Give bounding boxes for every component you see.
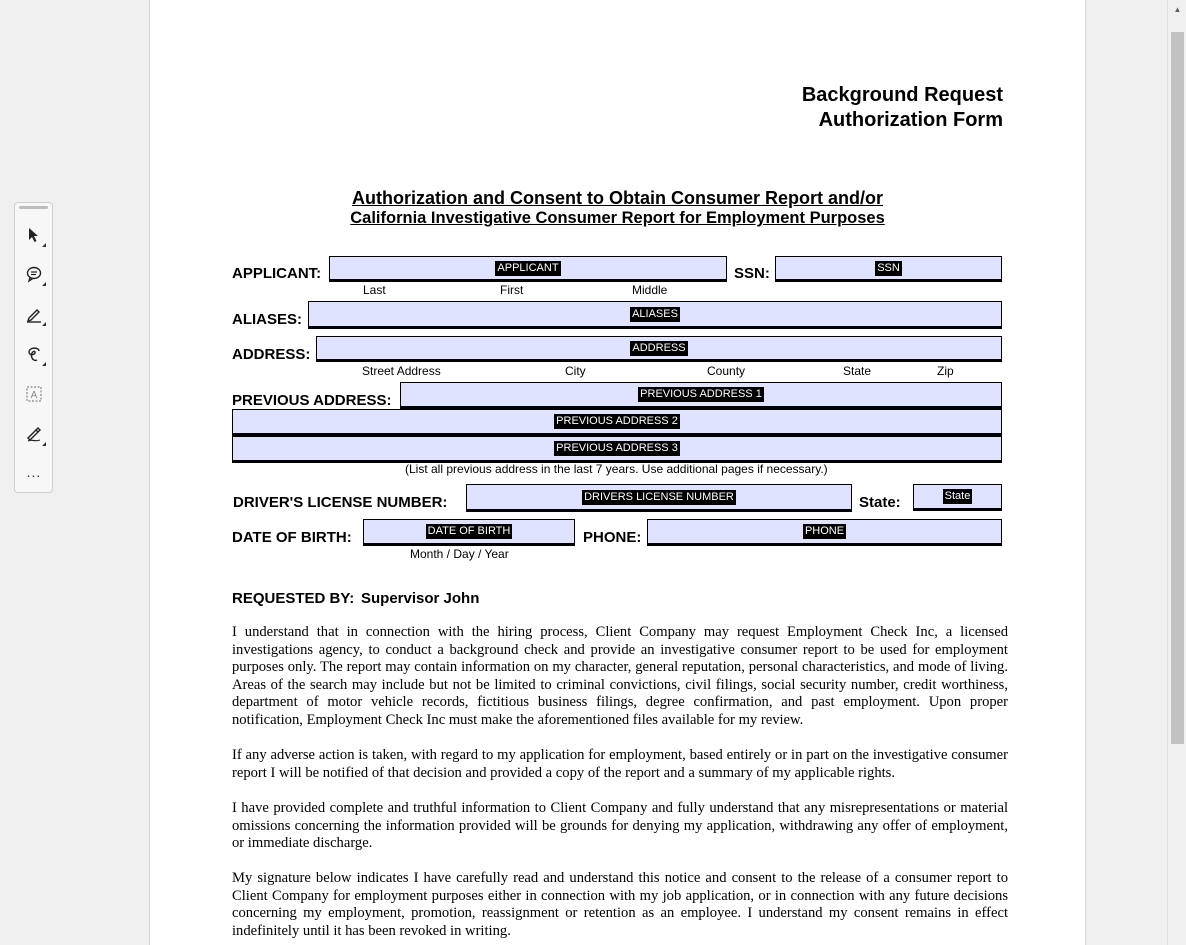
phone-field-tag: PHONE — [804, 525, 845, 537]
consent-paragraph-4: My signature below indicates I have carefully read and understand this notice and consent to the release of a consumer report to Client Company for employment purposes either in connection with my job application, or in connection with any future decisions concerning my employment, promotion, reassignment or retention as an employee. I understand my consent remains in effect indefinitely until it has been revoked in writing. — [232, 870, 1008, 939]
applicant-field-tag: APPLICANT — [497, 261, 559, 274]
pdf-page — [149, 0, 1086, 945]
address-field-tag: ADDRESS — [632, 341, 686, 354]
consent-heading-line1: Authorization and Consent to Obtain Consumer Report and/or — [352, 188, 883, 208]
sign-tool-button[interactable] — [21, 421, 47, 447]
requested-by-value: Supervisor John — [361, 590, 480, 607]
consent-heading-line2: California Investigative Consumer Report for Employment Purposes — [350, 209, 885, 227]
hint-street: Street Address — [362, 364, 441, 378]
applicant-label: APPLICANT: — [232, 265, 322, 282]
select-tool-button[interactable] — [21, 222, 47, 248]
hint-middle: Middle — [632, 283, 668, 297]
toolbar-grip[interactable] — [19, 206, 48, 209]
hint-first: First — [500, 283, 524, 297]
hint-last: Last — [363, 283, 386, 297]
draw-tool-button[interactable] — [21, 341, 47, 367]
comment-tool-button[interactable] — [21, 261, 47, 287]
license-state-field[interactable] — [913, 484, 1002, 511]
dob-format-hint: Month / Day / Year — [410, 547, 509, 561]
consent-paragraph-1: I understand that in connection with the hiring process, Client Company may request Employment Check Inc, a licensed investigations agency, to conduct a background check and provide an investigative consumer report to be used for employment purposes only. The report may contain information on my character, general reputation, personal characteristics, and mode of living. Areas of the search may include but not be limited to criminal convictions, civil filings, social security number, credit worthiness, department of motor vehicle records, fictitious business filings, degree confirmation, and past employment. Upon proper notification, Employment Check Inc must make the aforementioned files available for my review. — [232, 624, 1008, 728]
highlight-tool-button[interactable] — [21, 301, 47, 327]
form-title-line2: Authorization Form — [818, 109, 1003, 131]
aliases-label: ALIASES: — [232, 311, 303, 328]
vertical-scrollbar[interactable] — [1167, 0, 1186, 945]
applicant-field[interactable] — [329, 256, 727, 282]
phone-label: PHONE: — [583, 529, 642, 546]
license-state-tag: State — [944, 490, 971, 502]
signature-pen-icon — [25, 425, 43, 443]
dob-field-tag: DATE OF BIRTH — [427, 525, 511, 537]
hint-county: County — [707, 364, 746, 378]
consent-paragraph-3: I have provided complete and truthful information to Client Company and fully understand that any misrepresentations or material omissions concerning the information provided will be grounds for denying my application, withdrawing any offer of employment, or immediate discharge. — [232, 800, 1008, 852]
previous-address-3-field[interactable] — [232, 436, 1002, 463]
scroll-up-arrow-icon[interactable]: ▲ — [1173, 4, 1182, 14]
text-box-tool-button[interactable] — [21, 381, 47, 407]
requested-by-label: REQUESTED BY: — [232, 590, 355, 607]
annotation-toolbar — [14, 202, 53, 493]
text-box-icon — [25, 385, 43, 403]
freehand-draw-icon — [25, 345, 43, 363]
comment-bubble-icon — [25, 265, 43, 283]
svg-text:A: A — [30, 390, 38, 401]
dob-label: DATE OF BIRTH: — [232, 529, 352, 546]
dob-field[interactable] — [363, 519, 575, 546]
phone-field[interactable] — [647, 519, 1002, 546]
consent-paragraph-2: If any adverse action is taken, with regard to my application for employment, based entirely or in part on the investigative consumer report I will be notified of that decision and provided a copy of the report and a summary of my applicable rights. — [232, 747, 1008, 781]
drivers-license-label: DRIVER'S LICENSE NUMBER: — [233, 494, 448, 511]
hint-zip: Zip — [937, 364, 954, 378]
address-field[interactable] — [316, 336, 1002, 362]
previous-address-2-tag: PREVIOUS ADDRESS 2 — [556, 415, 678, 427]
scrollbar-thumb[interactable] — [1171, 32, 1184, 744]
previous-address-label: PREVIOUS ADDRESS: — [232, 392, 392, 409]
drivers-license-field[interactable] — [466, 484, 852, 512]
address-label: ADDRESS: — [232, 346, 311, 363]
ssn-field[interactable] — [775, 256, 1002, 282]
form-title-line1: Background Request — [801, 84, 1003, 106]
ssn-label: SSN: — [734, 265, 770, 282]
previous-address-note: (List all previous address in the last 7 years. Use additional pages if necessary.) — [405, 462, 828, 476]
aliases-field-tag: ALIASES — [632, 307, 678, 320]
hint-city: City — [565, 364, 586, 378]
highlighter-pen-icon — [25, 305, 43, 323]
drivers-license-tag: DRIVERS LICENSE NUMBER — [584, 490, 734, 503]
hint-state: State — [843, 364, 872, 378]
more-tools-button[interactable]: ... — [26, 464, 42, 480]
cursor-arrow-icon — [25, 226, 43, 244]
ssn-field-tag: SSN — [877, 261, 900, 274]
previous-address-1-tag: PREVIOUS ADDRESS 1 — [640, 388, 762, 400]
previous-address-3-tag: PREVIOUS ADDRESS 3 — [556, 442, 678, 454]
aliases-field[interactable] — [308, 301, 1002, 329]
previous-address-1-field[interactable] — [400, 382, 1002, 409]
previous-address-2-field[interactable] — [232, 409, 1002, 436]
license-state-label: State: — [859, 494, 901, 511]
